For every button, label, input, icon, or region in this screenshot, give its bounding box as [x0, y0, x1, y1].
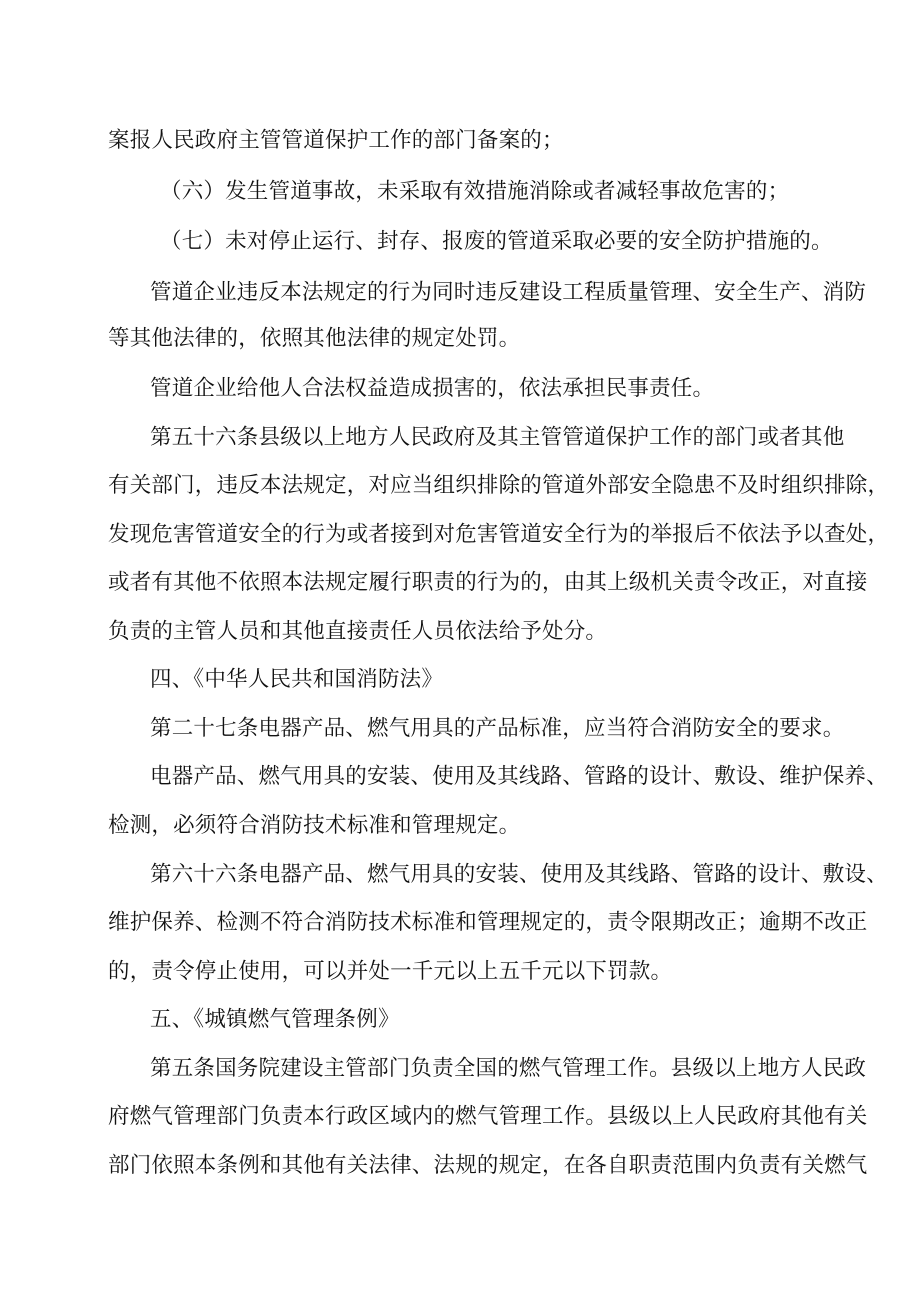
- text-line-5: 等其他法律的，依照其他法律的规定处罚。: [108, 326, 521, 351]
- text-line-21: 府燃气管理部门负责本行政区域内的燃气管理工作。县级以上人民政府其他有关: [108, 1104, 868, 1129]
- text-line-18: 的，责令停止使用，可以并处一千元以上五千元以下罚款。: [108, 959, 673, 984]
- section-heading-fire-law: 四、《中华人民共和国消防法》: [150, 667, 444, 692]
- text-line-8: 有关部门，违反本法规定，对应当组织排除的管道外部安全隐患不及时组织排除，: [108, 473, 890, 498]
- text-line-15: 检测，必须符合消防技术标准和管理规定。: [108, 813, 521, 838]
- text-line-3: （七）未对停止运行、封存、报废的管道采取必要的安全防护措施的。: [160, 229, 833, 254]
- text-line-11: 负责的主管人员和其他直接责任人员依法给予处分。: [108, 619, 608, 644]
- section-heading-gas-regulation: 五、《城镇燃气管理条例》: [150, 1007, 400, 1032]
- text-line-4: 管道企业违反本法规定的行为同时违反建设工程质量管理、安全生产、消防: [150, 280, 867, 305]
- text-line-16: 第六十六条电器产品、燃气用具的安装、使用及其线路、管路的设计、敷设、: [150, 862, 888, 887]
- text-line-2: （六）发生管道事故，未采取有效措施消除或者减轻事故危害的；: [160, 179, 790, 204]
- text-line-9: 发现危害管道安全的行为或者接到对危害管道安全行为的举报后不依法予以查处，: [108, 522, 890, 547]
- text-line-14: 电器产品、燃气用具的安装、使用及其线路、管路的设计、敷设、维护保养、: [150, 764, 888, 789]
- text-line-6: 管道企业给他人合法权益造成损害的，依法承担民事责任。: [150, 376, 715, 401]
- text-line-10: 或者有其他不依照本法规定履行职责的行为的，由其上级机关责令改正，对直接: [108, 570, 868, 595]
- text-line-17: 维护保养、检测不符合消防技术标准和管理规定的，责令限期改正；逾期不改正: [108, 910, 868, 935]
- text-line-22: 部门依照本条例和其他有关法律、法规的规定，在各自职责范围内负责有关燃气: [108, 1153, 868, 1178]
- text-line-13: 第二十七条电器产品、燃气用具的产品标准，应当符合消防安全的要求。: [150, 716, 845, 741]
- text-line-1: 案报人民政府主管管道保护工作的部门备案的；: [108, 128, 564, 153]
- text-line-7: 第五十六条县级以上地方人民政府及其主管管道保护工作的部门或者其他: [150, 425, 845, 450]
- text-line-20: 第五条国务院建设主管部门负责全国的燃气管理工作。县级以上地方人民政: [150, 1056, 867, 1081]
